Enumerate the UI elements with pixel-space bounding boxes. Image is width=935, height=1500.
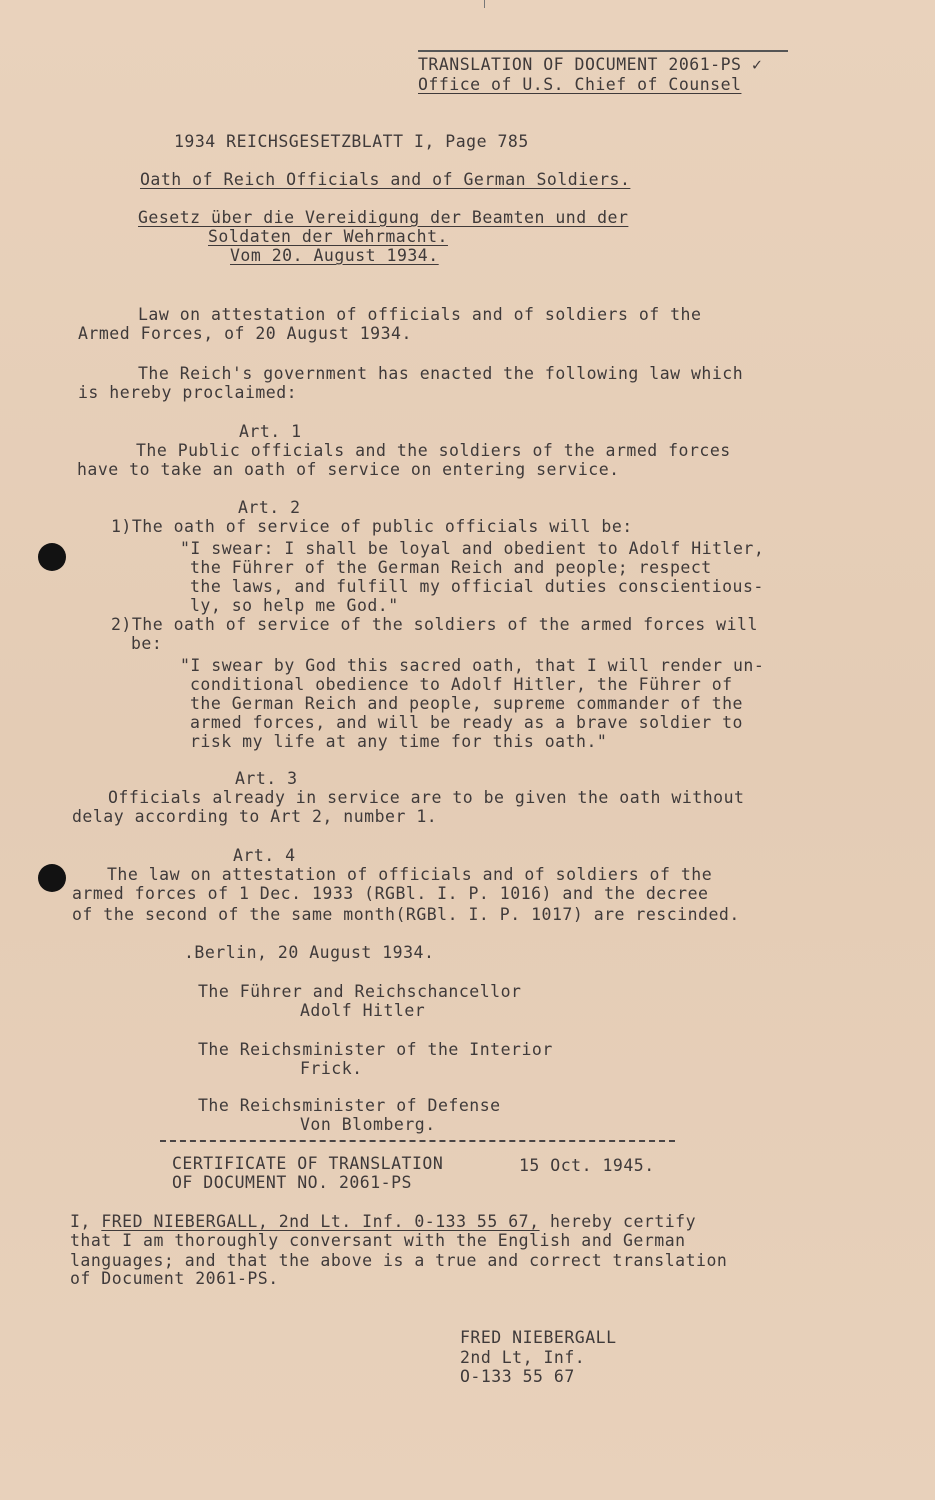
art2-heading: Art. 2	[238, 498, 301, 517]
art2-p1-line-2: "I swear: I shall be loyal and obedient to Adolf Hitler,	[180, 539, 765, 558]
certificate-heading-2: OF DOCUMENT NO. 2061-PS	[172, 1173, 412, 1192]
art3-heading: Art. 3	[235, 769, 298, 788]
signatory-2-name: Frick.	[300, 1059, 363, 1078]
punch-hole-bottom	[38, 864, 66, 892]
certification-line-4: of Document 2061-PS.	[70, 1269, 279, 1288]
art2-p2-line-7: risk my life at any time for this oath."	[190, 732, 608, 751]
art2-p2-line-1: 2)The oath of service of the soldiers of the armed forces will	[111, 615, 758, 634]
source-citation: 1934 REICHSGESETZBLATT I, Page 785	[174, 132, 529, 151]
art4-heading: Art. 4	[233, 846, 296, 865]
certification-line-2: that I am thoroughly conversant with the English and German	[70, 1231, 686, 1250]
art3-line-1: Officials already in service are to be given the oath without	[108, 788, 745, 807]
title-german-line-1: Gesetz über die Vereidigung der Beamten und der	[138, 208, 629, 227]
art1-line-2: have to take an oath of service on entering service.	[77, 460, 620, 479]
title-german-line-2: Soldaten der Wehrmacht.	[208, 227, 448, 246]
translation-heading: TRANSLATION OF DOCUMENT 2061-PS ✓	[418, 55, 763, 74]
certification-line-3: languages; and that the above is a true and correct translation	[70, 1251, 728, 1270]
place-date: .Berlin, 20 August 1934.	[184, 943, 435, 962]
office-heading: Office of U.S. Chief of Counsel	[418, 75, 742, 94]
certificate-heading-1: CERTIFICATE OF TRANSLATION	[172, 1154, 444, 1173]
title-english: Oath of Reich Officials and of German Soldiers.	[140, 170, 631, 189]
certificate-date: 15 Oct. 1945.	[519, 1156, 655, 1175]
punch-hole-top	[38, 543, 66, 571]
law-title-line-1: Law on attestation of officials and of soldiers of the	[138, 305, 702, 324]
art4-line-3: of the second of the same month(RGBl. I. P. 1017) are rescinded.	[72, 905, 740, 924]
preamble-line-1: The Reich's government has enacted the following law which	[138, 364, 744, 383]
translator-signature-name: FRED NIEBERGALL	[460, 1328, 617, 1347]
certification-line-1-rest: hereby certify	[539, 1212, 697, 1231]
signatory-2-title: The Reichsminister of the Interior	[198, 1040, 553, 1059]
translator-signature-rank: 2nd Lt, Inf.	[460, 1348, 586, 1367]
translator-signature-serial: O-133 55 67	[460, 1367, 575, 1386]
header-rule	[418, 50, 788, 52]
certification-line-1	[70, 1212, 696, 1231]
preamble-line-2: is hereby proclaimed:	[78, 383, 298, 402]
art2-p2-line-2: be:	[131, 634, 163, 653]
dashed-separator	[160, 1140, 675, 1142]
art2-p1-line-4: the laws, and fulfill my official duties conscientious-	[190, 577, 764, 596]
art2-p1-line-3: the Führer of the German Reich and people; respect	[190, 558, 712, 577]
signatory-1-name: Adolf Hitler	[300, 1001, 426, 1020]
certification-prefix: I,	[70, 1212, 102, 1231]
law-title-line-2: Armed Forces, of 20 August 1934.	[78, 324, 412, 343]
art2-p2-line-6: armed forces, and will be ready as a brave soldier to	[190, 713, 743, 732]
art2-p2-line-4: conditional obedience to Adolf Hitler, the Führer of	[190, 675, 733, 694]
top-tick-mark	[484, 0, 485, 8]
art2-p1-line-5: ly, so help me God."	[190, 596, 399, 615]
art3-line-2: delay according to Art 2, number 1.	[72, 807, 438, 826]
title-german-line-3: Vom 20. August 1934.	[230, 246, 439, 265]
art2-p1-line-1: 1)The oath of service of public officials will be:	[111, 517, 633, 536]
signatory-3-name: Von Blomberg.	[300, 1115, 436, 1134]
signatory-1-title: The Führer and Reichschancellor	[198, 982, 522, 1001]
art4-line-2: armed forces of 1 Dec. 1933 (RGBl. I. P. 1016) and the decree	[72, 884, 709, 903]
signatory-3-title: The Reichsminister of Defense	[198, 1096, 501, 1115]
translator-name-rank: FRED NIEBERGALL, 2nd Lt. Inf. 0-133 55 67,	[101, 1212, 540, 1231]
art1-heading: Art. 1	[239, 422, 302, 441]
art4-line-1: The law on attestation of officials and of soldiers of the	[107, 865, 713, 884]
art2-p2-line-5: the German Reich and people, supreme commander of the	[190, 694, 743, 713]
art2-p2-line-3: "I swear by God this sacred oath, that I will render un-	[180, 656, 765, 675]
art1-line-1: The Public officials and the soldiers of the armed forces	[136, 441, 731, 460]
